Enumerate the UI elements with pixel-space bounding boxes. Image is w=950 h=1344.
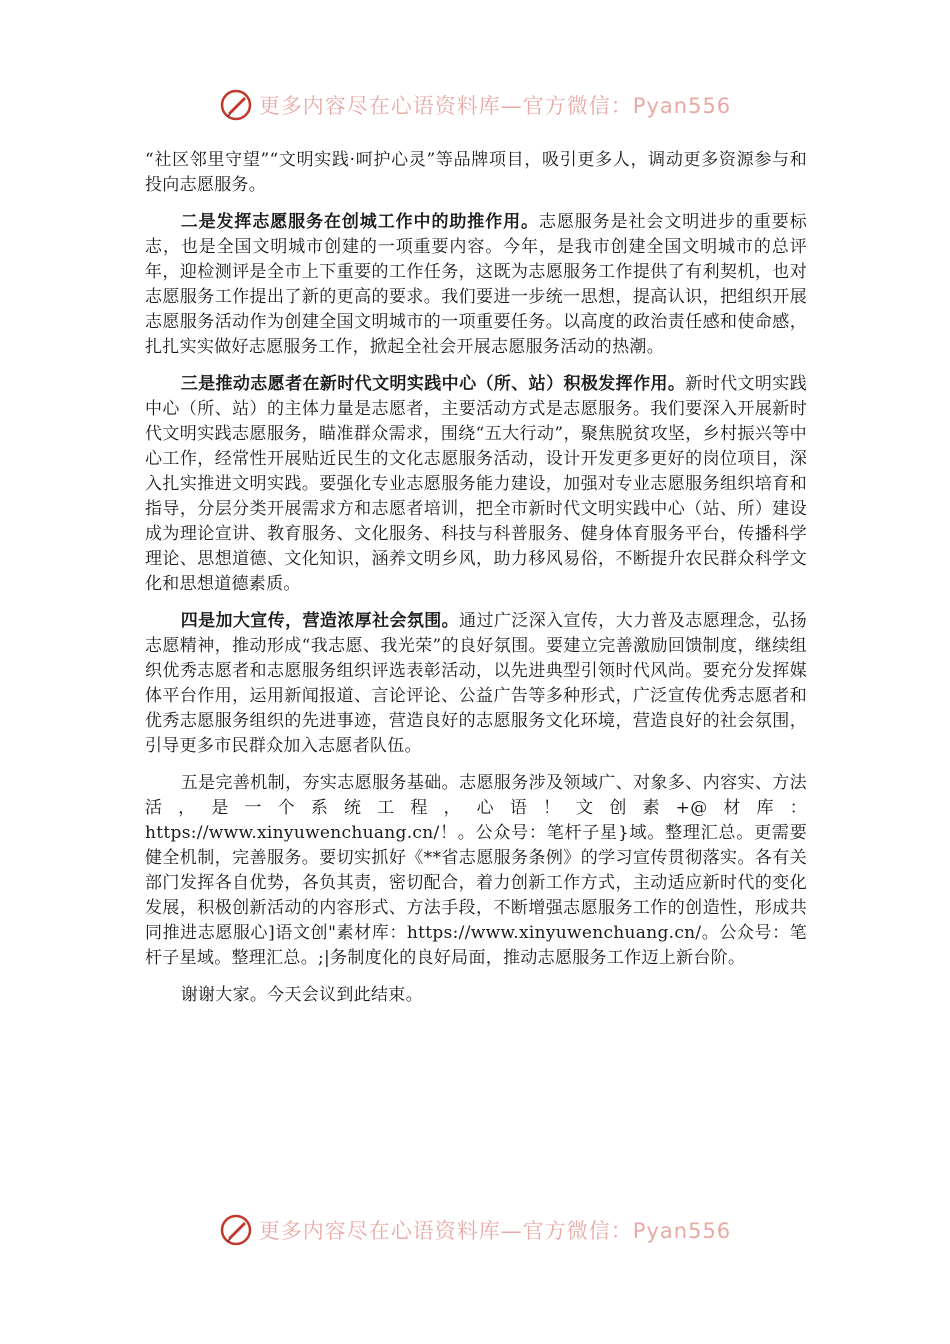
document-body [145, 148, 807, 1020]
paragraph-lead: 三是推动志愿者在新时代文明实践中心（所、站）积极发挥作用。 [180, 374, 686, 394]
paragraph-3 [145, 372, 807, 597]
paragraph-5 [145, 771, 807, 971]
paragraph-text: 谢谢大家。今天会议到此结束。 [180, 985, 423, 1005]
paragraph-text: 通过广泛深入宣传，大力普及志愿理念，弘扬志愿精神，推动形成“我志愿、我光荣”的良好氛围。要建立完善激励回馈制度，继续组织优秀志愿者和志愿服务组织评选表彰活动，以先进典型引领时代风尚。要充分发挥媒体平台作用，运用新闻报道、言论评论、公益广告等多种形式，广泛宣传优秀志愿者和优秀志愿服务组织的先进事迹，营造良好的志愿服务文化环境，营造良好的社会氛围，引导更多市民群众加入志愿者队伍。 [145, 611, 807, 756]
paragraph-text: 志愿服务是社会文明进步的重要标志，也是全国文明城市创建的一项重要内容。今年，是我市创建全国文明城市的总评年，迎检测评是全市上下重要的工作任务，这既为志愿服务工作提供了有利契机，也对志愿服务工作提出了新的更高的要求。我们要进一步统一思想，提高认识，把组织开展志愿服务活动作为创建全国文明城市的一项重要任务。以高度的政治责任感和使命感，扎扎实实做好志愿服务工作，掀起全社会开展志愿服务活动的热潮。 [145, 212, 808, 357]
paragraph-text: 五是完善机制，夯实志愿服务基础。志愿服务涉及领域广、对象多、内容实、方法活，是一个系统工程，心语！文创素+@材库：https://www.xinyuwenchuang.cn/！。公众号：笔杆子星}域。整理汇总。更需要健全机制，完善服务。要切实抓好《**省志愿服务条例》的学习宣传贯彻落实。各有关部门发挥各自优势，各负其责，密切配合，着力创新工作方式，主动适应新时代的变化发展，积极创新活动的内容形式、方法手段，不断增强志愿服务工作的创造性，形成共同推进志愿服心]语文创"素材库：https://www.xinyuwenchuang.cn/。公众号：笔杆子星域。整理汇总。;|务制度化的良好局面，推动志愿服务工作迈上新台阶。 [145, 773, 807, 968]
paragraph-lead: 二是发挥志愿服务在创城工作中的助推作用。 [180, 212, 539, 232]
paragraph-4 [145, 609, 807, 759]
paragraph-lead: 四是加大宣传，营造浓厚社会氛围。 [180, 611, 460, 631]
paragraph-closing [145, 983, 807, 1008]
quill-logo-icon [219, 1213, 253, 1247]
header-watermark-text: 更多内容尽在心语资料库—官方微信：Pyan556 [258, 94, 732, 118]
header-watermark-banner [0, 85, 950, 125]
quill-logo-icon [219, 88, 253, 122]
paragraph-2 [145, 210, 807, 360]
paragraph-text: 新时代文明实践中心（所、站）的主体力量是志愿者，主要活动方式是志愿服务。我们要深入开展新时代文明实践志愿服务，瞄准群众需求，围绕“五大行动”，聚焦脱贫攻坚，乡村振兴等中心工作，经常性开展贴近民生的文化志愿服务活动，设计开发更多更好的岗位项目，深入扎实推进文明实践。要强化专业志愿服务能力建设，加强对专业志愿服务组织培育和指导，分层分类开展需求方和志愿者培训，把全市新时代文明实践中心（站、所）建设成为理论宣讲、教育服务、文化服务、科技与科普服务、健身体育服务平台，传播科学理论、思想道德、文化知识，涵养文明乡风，助力移风易俗，不断提升农民群众科学文化和思想道德素质。 [145, 374, 807, 594]
paragraph-text: “社区邻里守望”“文明实践·呵护心灵”等品牌项目，吸引更多人，调动更多资源参与和投向志愿服务。 [145, 150, 807, 195]
footer-watermark-text: 更多内容尽在心语资料库—官方微信：Pyan556 [258, 1219, 732, 1243]
footer-watermark-banner [0, 1210, 950, 1250]
paragraph-1 [145, 148, 807, 198]
